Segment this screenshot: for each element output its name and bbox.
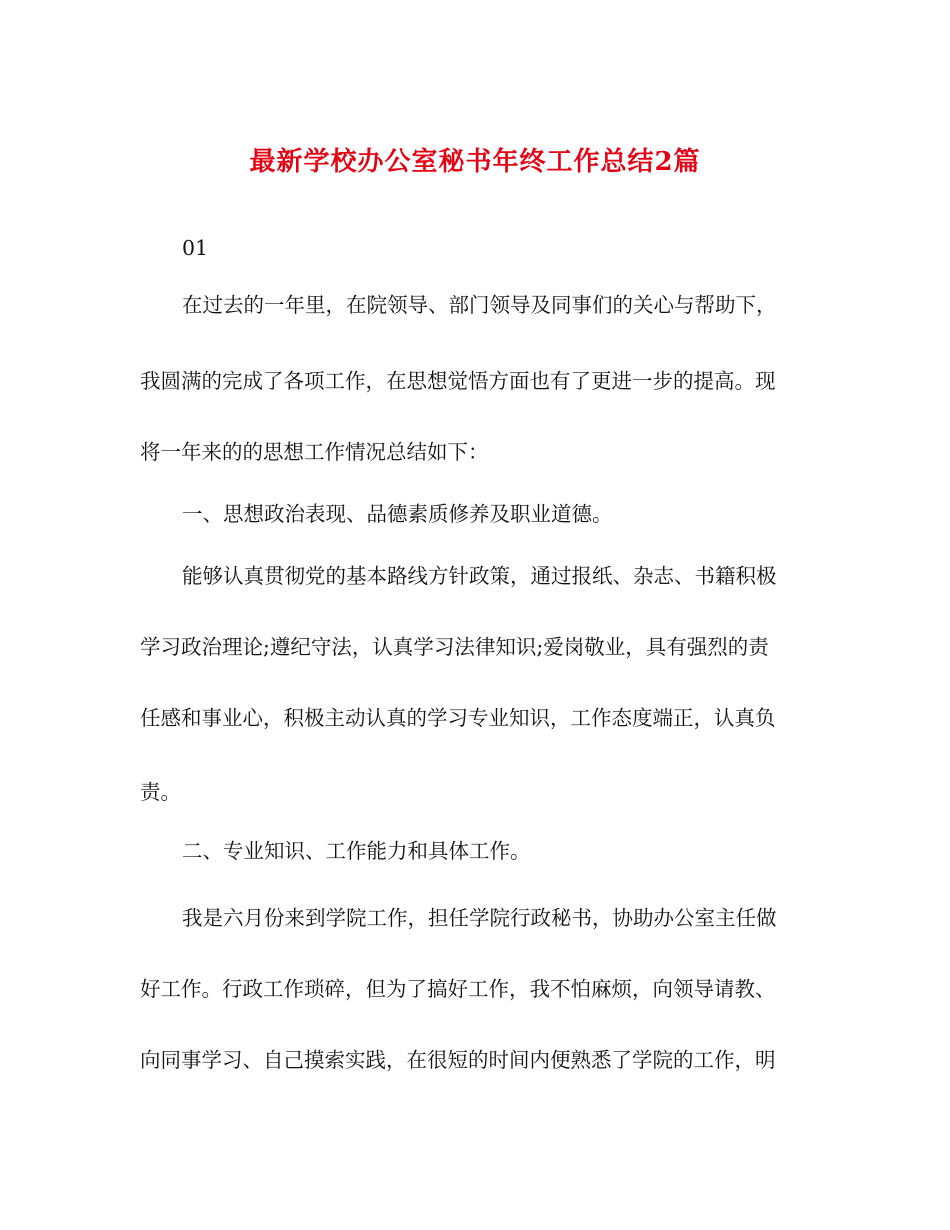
paragraph-line: 能够认真贯彻党的基本路线方针政策，通过报纸、杂志、书籍积极 — [182, 564, 777, 588]
section-heading: 二、专业知识、工作能力和具体工作。 — [182, 839, 531, 863]
paragraph-line: 我是六月份来到学院工作，担任学院行政秘书，协助办公室主任做 — [182, 906, 777, 930]
section-number: 01 — [182, 236, 209, 260]
document-title: 最新学校办公室秘书年终工作总结2篇 — [249, 147, 701, 177]
section-heading: 一、思想政治表现、品德素质修养及职业道德。 — [182, 502, 613, 526]
paragraph-line: 任感和事业心，积极主动认真的学习专业知识，工作态度端正，认真负 — [140, 706, 776, 730]
paragraph-line: 向同事学习、自己摸索实践，在很短的时间内便熟悉了学院的工作，明 — [140, 1048, 776, 1072]
paragraph-line: 责。 — [140, 780, 181, 804]
paragraph-line: 我圆满的完成了各项工作，在思想觉悟方面也有了更进一步的提高。现 — [140, 369, 776, 393]
paragraph-line: 将一年来的的思想工作情况总结如下： — [140, 440, 489, 464]
paragraph-line: 在过去的一年里，在院领导、部门领导及同事们的关心与帮助下， — [182, 293, 777, 317]
paragraph-line: 学习政治理论;遵纪守法，认真学习法律知识;爱岗敬业，具有强烈的责 — [140, 635, 769, 659]
paragraph-line: 好工作。行政工作琐碎，但为了搞好工作，我不怕麻烦，向领导请教、 — [140, 977, 776, 1001]
